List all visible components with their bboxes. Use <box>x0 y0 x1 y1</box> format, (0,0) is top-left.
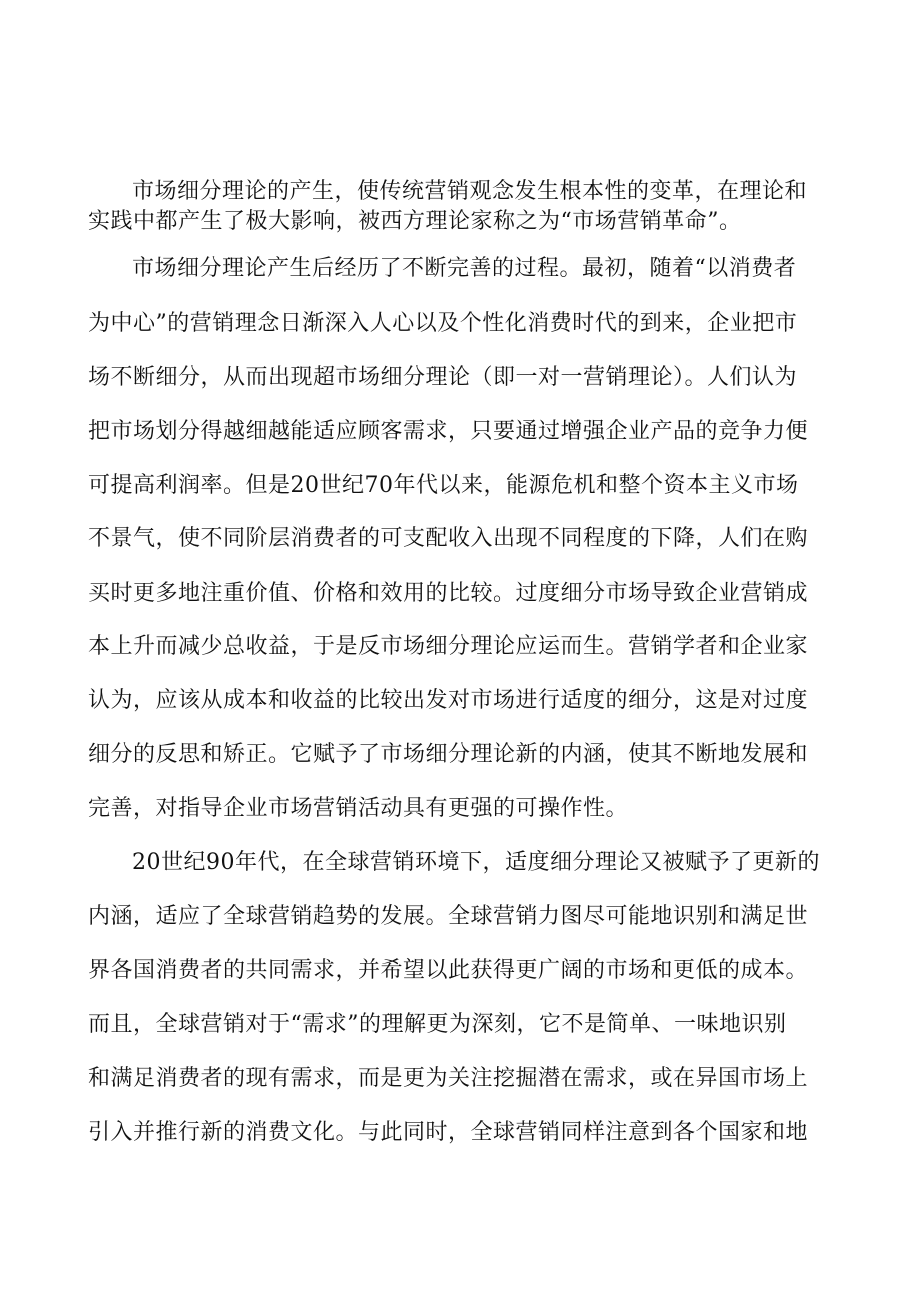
paragraph-2-line-5: 可提高利润率。但是20世纪70年代以来，能源危机和整个资本主义市场 <box>88 473 799 498</box>
paragraph-2-line-7: 买时更多地注重价值、价格和效用的比较。过度细分市场导致企业营销成 <box>88 581 809 606</box>
paragraph-3-line-2: 内涵，适应了全球营销趋势的发展。全球营销力图尽可能地识别和满足世 <box>88 904 809 929</box>
paragraph-3-line-5: 和满足消费者的现有需求，而是更为关注挖掘潜在需求，或在异国市场上 <box>88 1066 809 1091</box>
paragraph-2-line-8: 本上升而减少总收益，于是反市场细分理论应运而生。营销学者和企业家 <box>88 634 809 659</box>
paragraph-2-line-9: 认为，应该从成本和收益的比较出发对市场进行适度的细分，这是对过度 <box>88 688 809 713</box>
paragraph-2-line-1: 市场细分理论产生后经历了不断完善的过程。最初，随着“以消费者 <box>132 256 797 281</box>
paragraph-1-line-1: 市场细分理论的产生，使传统营销观念发生根本性的变革，在理论和 <box>132 179 808 204</box>
paragraph-2-line-2: 为中心”的营销理念日渐深入人心以及个性化消费时代的到来，企业把市 <box>88 311 798 336</box>
paragraph-2-line-10: 细分的反思和矫正。它赋予了市场细分理论新的内涵，使其不断地发展和 <box>88 742 809 767</box>
paragraph-2-line-3: 场不断细分，从而出现超市场细分理论（即一对一营销理论）。人们认为 <box>88 365 798 390</box>
paragraph-3-line-3: 界各国消费者的共同需求，并希望以此获得更广阔的市场和更低的成本。 <box>88 958 809 983</box>
paragraph-2-line-4: 把市场划分得越细越能适应顾客需求，只要通过增强企业产品的竞争力便 <box>88 419 809 444</box>
paragraph-2-line-6: 不景气，使不同阶层消费者的可支配收入出现不同程度的下降，人们在购 <box>88 526 809 551</box>
paragraph-1-line-2: 实践中都产生了极大影响，被西方理论家称之为“市场营销革命”。 <box>88 209 742 234</box>
paragraph-3-line-4: 而且，全球营销对于“需求”的理解更为深刻，它不是简单、一味地识别 <box>88 1012 787 1037</box>
paragraph-2-line-11: 完善，对指导企业市场营销活动具有更强的可操作性。 <box>88 796 629 821</box>
paragraph-3-line-6: 引入并推行新的消费文化。与此同时，全球营销同样注意到各个国家和地 <box>88 1120 809 1145</box>
paragraph-3-line-1: 20世纪90年代，在全球营销环境下，适度细分理论又被赋予了更新的 <box>132 850 820 875</box>
